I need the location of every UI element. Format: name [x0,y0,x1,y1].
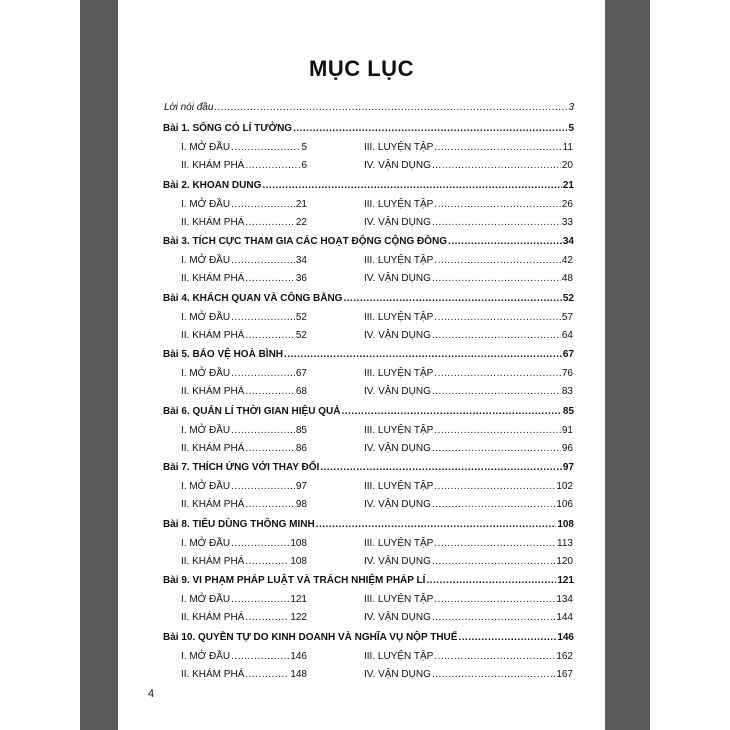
entry-page: 85 [295,424,307,436]
toc-sub-van-dung[interactable] [364,498,573,512]
entry-label: III. LUYỆN TẬP [364,255,434,266]
toc-sub-luyen-tap[interactable] [364,311,573,325]
entry-page: 33 [561,216,573,228]
leader-dots [245,272,295,286]
entry-label: I. MỞ ĐẦU [181,255,231,266]
leader-dots [432,442,561,456]
entry-label: II. KHÁM PHÁ [181,499,245,510]
entry-page: 68 [295,386,307,397]
entry-page: 121 [557,575,574,586]
entry-page: 83 [561,386,573,397]
toc-sub-mo-dau[interactable] [181,198,307,212]
toc-sub-luyen-tap[interactable] [364,593,573,607]
entry-label: II. KHÁM PHÁ [181,555,245,567]
toc-sub-mo-dau[interactable] [181,650,307,664]
entry-label: I. MỞ ĐẦU [181,481,231,492]
leader-dots [434,424,561,438]
leader-dots [231,198,295,212]
entry-page: 97 [562,462,574,473]
entry-page: 11 [562,142,573,153]
entry-label: III. LUYỆN TẬP [364,650,434,662]
entry-page: 102 [556,481,573,492]
entry-page: 106 [556,499,573,510]
entry-page: 57 [561,311,573,323]
toc-sub-luyen-tap[interactable] [364,254,573,268]
toc-sub-van-dung[interactable] [364,159,573,173]
entry-label: III. LUYỆN TẬP [364,142,434,153]
entry-page: 144 [556,612,573,623]
entry-label: II. KHÁM PHÁ [181,160,245,171]
toc-lesson-2[interactable] [163,179,574,193]
entry-label: IV. VẬN DỤNG [364,442,431,454]
leader-dots [432,668,555,682]
leader-dots [434,198,561,212]
leader-dots [432,611,555,625]
toc-sub-kham-pha[interactable] [181,272,307,286]
entry-page: 52 [295,329,307,341]
entry-page: 108 [557,518,574,530]
entry-page: 85 [562,405,574,417]
entry-page: 42 [561,255,573,266]
book-page [118,0,605,730]
entry-label: II. KHÁM PHÁ [181,273,245,284]
toc-sub-van-dung[interactable] [364,668,573,682]
toc-sub-luyen-tap[interactable] [364,424,573,438]
toc-sub-mo-dau[interactable] [181,254,307,268]
entry-label: III. LUYỆN TẬP [364,481,434,492]
leader-dots [262,179,562,193]
leader-dots [231,537,289,551]
leader-dots [231,367,295,381]
entry-label: IV. VẬN DỤNG [364,216,431,228]
entry-page: 146 [290,650,307,662]
entry-label: II. KHÁM PHÁ [181,668,245,680]
entry-label: Bài 10. QUYỀN TỰ DO KINH DOANH VÀ NGHĨA VỤ NỘP THUẾ [163,631,458,643]
leader-dots [434,367,561,381]
leader-dots [231,593,289,607]
leader-dots [343,292,561,306]
toc-lesson-8[interactable] [163,518,574,532]
leader-dots [245,498,295,512]
entry-page: 26 [561,198,573,210]
entry-page: 97 [295,481,307,492]
toc-lesson-5[interactable] [163,348,574,362]
toc-sub-kham-pha[interactable] [181,159,307,173]
leader-dots [434,254,561,268]
entry-label: III. LUYỆN TẬP [364,594,434,605]
leader-dots [231,480,295,494]
entry-label: Bài 8. TIÊU DÙNG THÔNG MINH [163,518,315,530]
entry-label: IV. VẬN DỤNG [364,160,431,171]
leader-dots [316,518,557,532]
entry-page: 122 [290,612,307,623]
entry-label: II. KHÁM PHÁ [181,612,245,623]
leader-dots [231,650,289,664]
entry-page: 67 [295,368,307,379]
entry-page: 162 [556,650,573,662]
preface-page: 3 [568,102,574,113]
entry-label: I. MỞ ĐẦU [181,424,231,436]
leader-dots [245,611,289,625]
entry-page: 76 [561,368,573,379]
entry-label: III. LUYỆN TẬP [364,537,434,549]
toc-sub-kham-pha[interactable] [181,385,307,399]
entry-label: I. MỞ ĐẦU [181,368,231,379]
entry-label: II. KHÁM PHÁ [181,442,245,454]
toc-sub-van-dung[interactable] [364,329,573,343]
entry-page: 52 [562,292,574,304]
entry-page: 98 [295,499,307,510]
toc-sub-van-dung[interactable] [364,611,573,625]
toc-sub-luyen-tap[interactable] [364,537,573,551]
entry-label: I. MỞ ĐẦU [181,537,231,549]
leader-dots [245,668,289,682]
leader-dots [434,480,555,494]
entry-page: 6 [301,160,307,171]
leader-dots [231,254,295,268]
toc-sub-luyen-tap[interactable] [364,367,573,381]
entry-label: Bài 9. VI PHẠM PHÁP LUẬT VÀ TRÁCH NHIỆM PHÁP LÍ [163,575,426,586]
entry-page: 5 [301,142,307,153]
entry-page: 52 [295,311,307,323]
entry-page: 146 [557,631,574,643]
toc-lesson-9[interactable] [163,574,574,588]
entry-page: 108 [290,537,307,549]
entry-label: IV. VẬN DỤNG [364,273,431,284]
toc-sub-kham-pha[interactable] [181,555,307,569]
leader-dots [245,216,295,230]
toc-sub-luyen-tap[interactable] [364,480,573,494]
entry-page: 134 [556,594,573,605]
toc-sub-mo-dau[interactable] [181,367,307,381]
entry-page: 21 [295,198,307,210]
leader-dots [245,329,295,343]
leader-dots [432,216,561,230]
toc-lesson-6[interactable] [163,405,574,419]
entry-label: I. MỞ ĐẦU [181,198,231,210]
leader-dots [341,405,561,419]
entry-label: IV. VẬN DỤNG [364,329,431,341]
leader-dots [434,311,561,325]
leader-dots [458,631,556,645]
leader-dots [231,311,295,325]
entry-page: 86 [295,442,307,454]
leader-dots [448,235,562,249]
leader-dots [284,348,562,362]
entry-label: Bài 6. QUẢN LÍ THỜI GIAN HIỆU QUẢ [163,405,341,417]
leader-dots [432,385,561,399]
entry-label: I. MỞ ĐẦU [181,142,231,153]
leader-dots [245,385,295,399]
entry-label: IV. VẬN DỤNG [364,555,431,567]
entry-page: 96 [561,442,573,454]
leader-dots [231,141,300,155]
entry-label: II. KHÁM PHÁ [181,329,245,341]
entry-label: IV. VẬN DỤNG [364,499,431,510]
entry-page: 34 [562,236,574,247]
entry-page: 36 [295,273,307,284]
entry-label: Bài 2. KHOAN DUNG [163,179,262,191]
toc-sub-mo-dau[interactable] [181,480,307,494]
leader-dots [231,424,295,438]
entry-page: 21 [562,179,574,191]
toc-sub-mo-dau[interactable] [181,424,307,438]
toc-sub-mo-dau[interactable] [181,141,307,155]
toc-sub-van-dung[interactable] [364,555,573,569]
entry-label: III. LUYỆN TẬP [364,368,434,379]
toc-preface[interactable] [164,101,574,115]
toc-sub-mo-dau[interactable] [181,311,307,325]
entry-page: 120 [556,555,573,567]
entry-label: Bài 5. BẢO VỆ HOÀ BÌNH [163,349,284,360]
toc-sub-kham-pha[interactable] [181,498,307,512]
toc-sub-luyen-tap[interactable] [364,650,573,664]
toc-sub-kham-pha[interactable] [181,611,307,625]
entry-label: II. KHÁM PHÁ [181,386,245,397]
entry-page: 121 [290,594,307,605]
toc-sub-mo-dau[interactable] [181,537,307,551]
leader-dots [245,442,295,456]
leader-dots [432,498,555,512]
entry-label: Bài 3. TÍCH CỰC THAM GIA CÁC HOẠT ĐỘNG CỘNG ĐỒNG [163,236,448,247]
entry-label: I. MỞ ĐẦU [181,650,231,662]
entry-page: 67 [562,349,574,360]
entry-page: 5 [568,123,574,134]
leader-dots [245,159,300,173]
leader-dots [293,122,567,136]
toc-sub-mo-dau[interactable] [181,593,307,607]
leader-dots [320,461,562,475]
toc-lesson-4[interactable] [163,292,574,306]
toc-lesson-3[interactable] [163,235,574,249]
toc-sub-luyen-tap[interactable] [364,141,573,155]
entry-label: IV. VẬN DỤNG [364,386,431,397]
leader-dots [432,555,555,569]
entry-label: II. KHÁM PHÁ [181,216,245,228]
leader-dots [434,593,555,607]
leader-dots [434,650,555,664]
toc-sub-van-dung[interactable] [364,216,573,230]
entry-page: 148 [290,668,307,680]
entry-page: 20 [561,160,573,171]
entry-page: 113 [557,537,573,549]
entry-label: III. LUYỆN TẬP [364,311,434,323]
entry-label: IV. VẬN DỤNG [364,668,431,680]
leader-dots [432,329,561,343]
toc-sub-kham-pha[interactable] [181,668,307,682]
toc-sub-luyen-tap[interactable] [364,198,573,212]
leader-dots [426,574,556,588]
toc-lesson-10[interactable] [163,631,574,645]
toc-sub-van-dung[interactable] [364,385,573,399]
leader-dots [245,555,289,569]
left-margin-shadow [80,0,118,730]
toc-sub-kham-pha[interactable] [181,442,307,456]
toc-sub-kham-pha[interactable] [181,216,307,230]
toc-sub-kham-pha[interactable] [181,329,307,343]
toc-lesson-7[interactable] [163,461,574,475]
entry-page: 91 [561,424,573,436]
page-title: MỤC LỤC [309,56,414,81]
toc-sub-van-dung[interactable] [364,442,573,456]
right-margin-shadow [605,0,650,730]
entry-page: 48 [561,273,573,284]
preface-label: Lời nói đầu [164,102,214,113]
entry-page: 34 [295,255,307,266]
entry-label: I. MỞ ĐẦU [181,594,231,605]
toc-sub-van-dung[interactable] [364,272,573,286]
entry-label: I. MỞ ĐẦU [181,311,231,323]
leader-dots [434,537,556,551]
entry-page: 167 [556,668,573,680]
entry-label: Bài 7. THÍCH ỨNG VỚI THAY ĐỔI [163,462,320,473]
leader-dots [432,272,561,286]
entry-label: IV. VẬN DỤNG [364,612,431,623]
leader-dots [434,141,561,155]
entry-label: III. LUYỆN TẬP [364,198,434,210]
entry-label: Bài 4. KHÁCH QUAN VÀ CÔNG BẰNG [163,292,343,304]
entry-page: 22 [295,216,307,228]
leader-dots [214,101,567,115]
entry-label: III. LUYỆN TẬP [364,424,434,436]
toc-lesson-1[interactable] [163,122,574,136]
entry-label: Bài 1. SỐNG CÓ LÍ TƯỞNG [163,123,293,134]
entry-page: 108 [290,555,307,567]
entry-page: 64 [561,329,573,341]
leader-dots [432,159,561,173]
page-number: 4 [148,688,155,700]
